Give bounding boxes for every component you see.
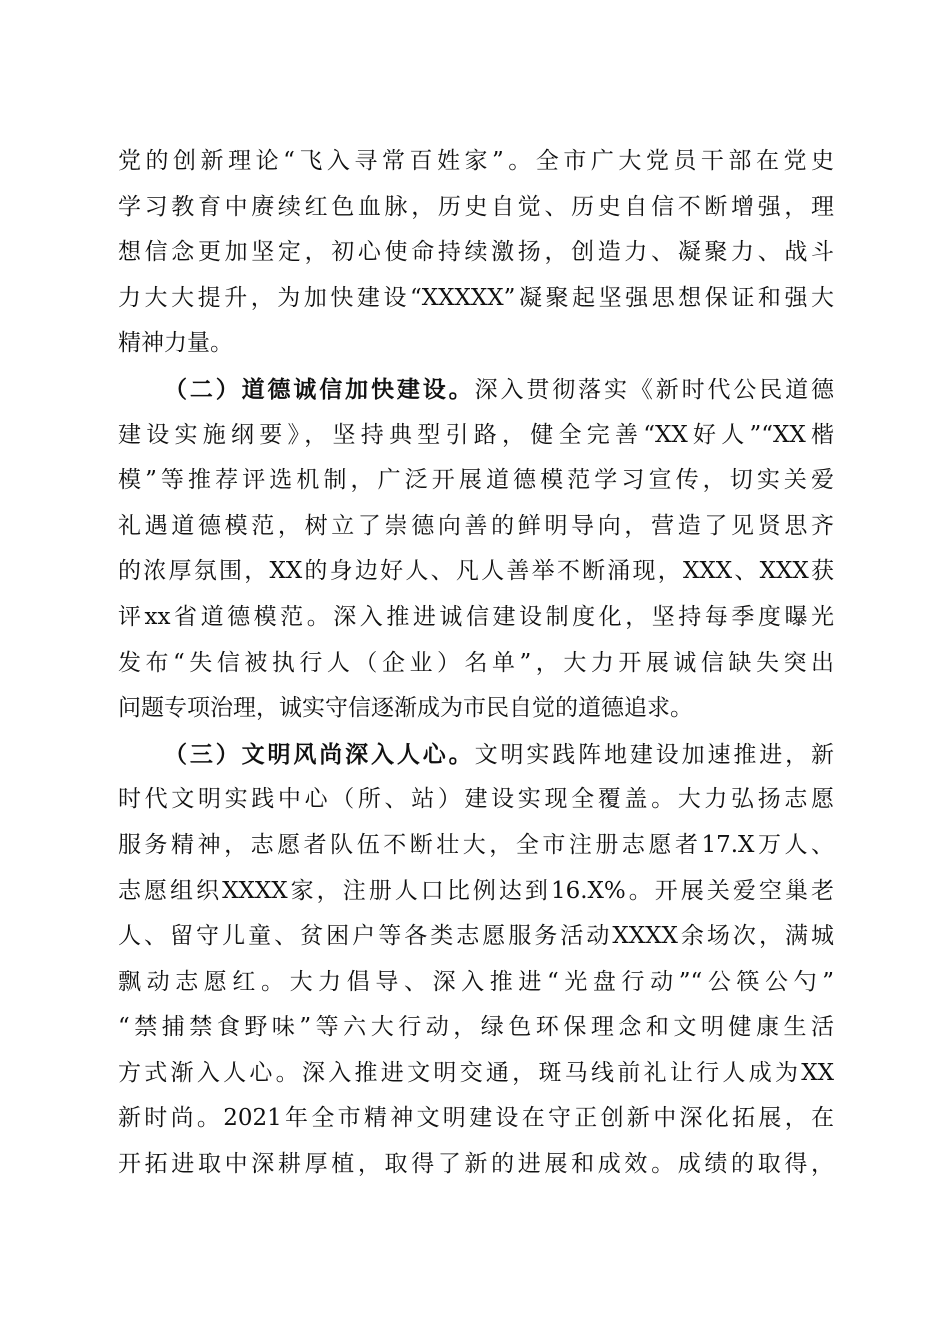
document-body <box>118 139 834 1188</box>
text-line: 党的创新理论“飞入寻常百姓家”。全市广大党员干部在党史 <box>118 148 834 174</box>
paragraph-3 <box>118 732 834 1188</box>
text-span: 文明实践阵地建设加速推进，新 <box>474 741 835 768</box>
paragraph-1 <box>118 139 834 367</box>
text-line: 评xx省道德模范。深入推进诚信建设制度化，坚持每季度曝光 <box>118 603 834 630</box>
text-line: 飘动志愿红。大力倡导、深入推进“光盘行动”“公筷公勺” <box>118 968 834 995</box>
text-line: 学习教育中赓续红色血脉，历史自觉、历史自信不断增强，理 <box>118 193 834 220</box>
text-line: 建设实施纲要》，坚持典型引路，健全完善“XX好人”“XX楷 <box>118 421 834 448</box>
text-line: 人、留守儿童、贫困户等各类志愿服务活动XXXX余场次，满城 <box>118 923 834 950</box>
text-span: 深入贯彻落实《新时代公民道德 <box>474 376 835 403</box>
text-line: 礼遇道德模范，树立了崇德向善的鲜明导向，营造了见贤思齐 <box>118 512 834 539</box>
text-line: 想信念更加坚定，初心使命持续激扬，创造力、凝聚力、战斗 <box>118 239 834 266</box>
text-line: 发布“失信被执行人（企业）名单”，大力开展诚信缺失突出 <box>118 649 834 676</box>
text-line: 模”等推荐评选机制，广泛开展道德模范学习宣传，切实关爱 <box>118 467 834 494</box>
text-line: 力大大提升，为加快建设“XXXXX”凝聚起坚强思想保证和强大 <box>118 284 834 311</box>
text-line: 时代文明实践中心（所、站）建设实现全覆盖。大力弘扬志愿 <box>118 786 834 813</box>
text-line: 开拓进取中深耕厚植，取得了新的进展和成效。成绩的取得， <box>118 1151 834 1178</box>
text-line: 精神力量。 <box>118 330 233 357</box>
section-heading-3: （三）文明风尚深入人心。 <box>164 740 475 768</box>
text-line <box>118 367 834 413</box>
text-line: 新时尚。2021年全市精神文明建设在守正创新中深化拓展，在 <box>118 1105 834 1132</box>
text-line: 的浓厚氛围，XX的身边好人、凡人善举不断涌现，XXX、XXX获 <box>118 558 834 585</box>
text-line: “禁捕禁食野味”等六大行动，绿色环保理念和文明健康生活 <box>118 1014 834 1041</box>
section-heading-2: （二）道德诚信加快建设。 <box>164 375 475 403</box>
text-line: 方式渐入人心。深入推进文明交通，斑马线前礼让行人成为XX <box>118 1059 834 1086</box>
paragraph-2 <box>118 367 834 732</box>
text-line: 志愿组织XXXX家，注册人口比例达到16.X%。开展关爱空巢老 <box>118 877 834 904</box>
text-line <box>118 732 834 778</box>
text-line: 问题专项治理，诚实守信逐渐成为市民自觉的道德追求。 <box>118 695 693 722</box>
text-line: 服务精神，志愿者队伍不断壮大，全市注册志愿者17.X万人、 <box>118 831 834 858</box>
